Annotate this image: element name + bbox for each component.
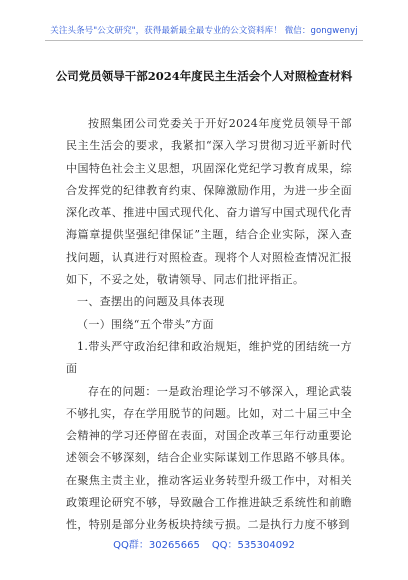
body-paragraph-intro: 按照集团公司党委关于开好2024年度党员领导干部民主生活会的要求，我紧扣“深入学习贯彻习近平新时代中国特色社会主义思想，巩固深化党纪学习教育成果，综合发挥党的纪律教育约束、保障激励作用，为进一步全面深化改革、推进中国式现代化、奋力谱写中国式现代化青海篇章提供坚强纪律保证”主题，结合企业实际，深入查找问题，认真进行对照检查。现将个人对照检查情况汇报如下，不妥之处，敬请领导、同志们批评指正。 [66, 117, 352, 287]
document-title: 公司党员领导干部2024年度民主生活会个人对照检查材料 [55, 69, 353, 83]
document-body [66, 113, 352, 537]
footer-contact [0, 536, 408, 551]
header-divider [45, 40, 363, 41]
footer-qq-number: QQ：535304092 [211, 540, 295, 551]
subsection-heading-1: （一）围绕“五个带头”方面 [77, 317, 214, 331]
footer-qq-group: QQ群：30265665 [113, 540, 200, 551]
item-heading-1: 1.带头严守政治纪律和政治规矩，维护党的团结统一方面 [66, 339, 352, 376]
section-heading-1: 一、查摆出的问题及具体表现 [77, 295, 225, 309]
body-paragraph-problems: 存在的问题：一是政治理论学习不够深入，理论武装不够扎实，存在学用脱节的问题。比如，对二十届三中全会精神的学习还停留在表面，对国企改革三年行动重要论述领会不够深刻，结合企业实际谋划工作思路不够具体。在聚焦主责主业，推动客运业务转型升级工作中，对相关政策理论研究不够，导致融合工作推进缺乏系统性和前瞻性，特别是部分业务板块持续亏损。二是执行力度不够到 [66, 384, 352, 532]
header-promo-text: 关注头条号"公文研究"，获得最新最全最专业的公文资料库！ 微信：gongwenyj [50, 26, 358, 36]
